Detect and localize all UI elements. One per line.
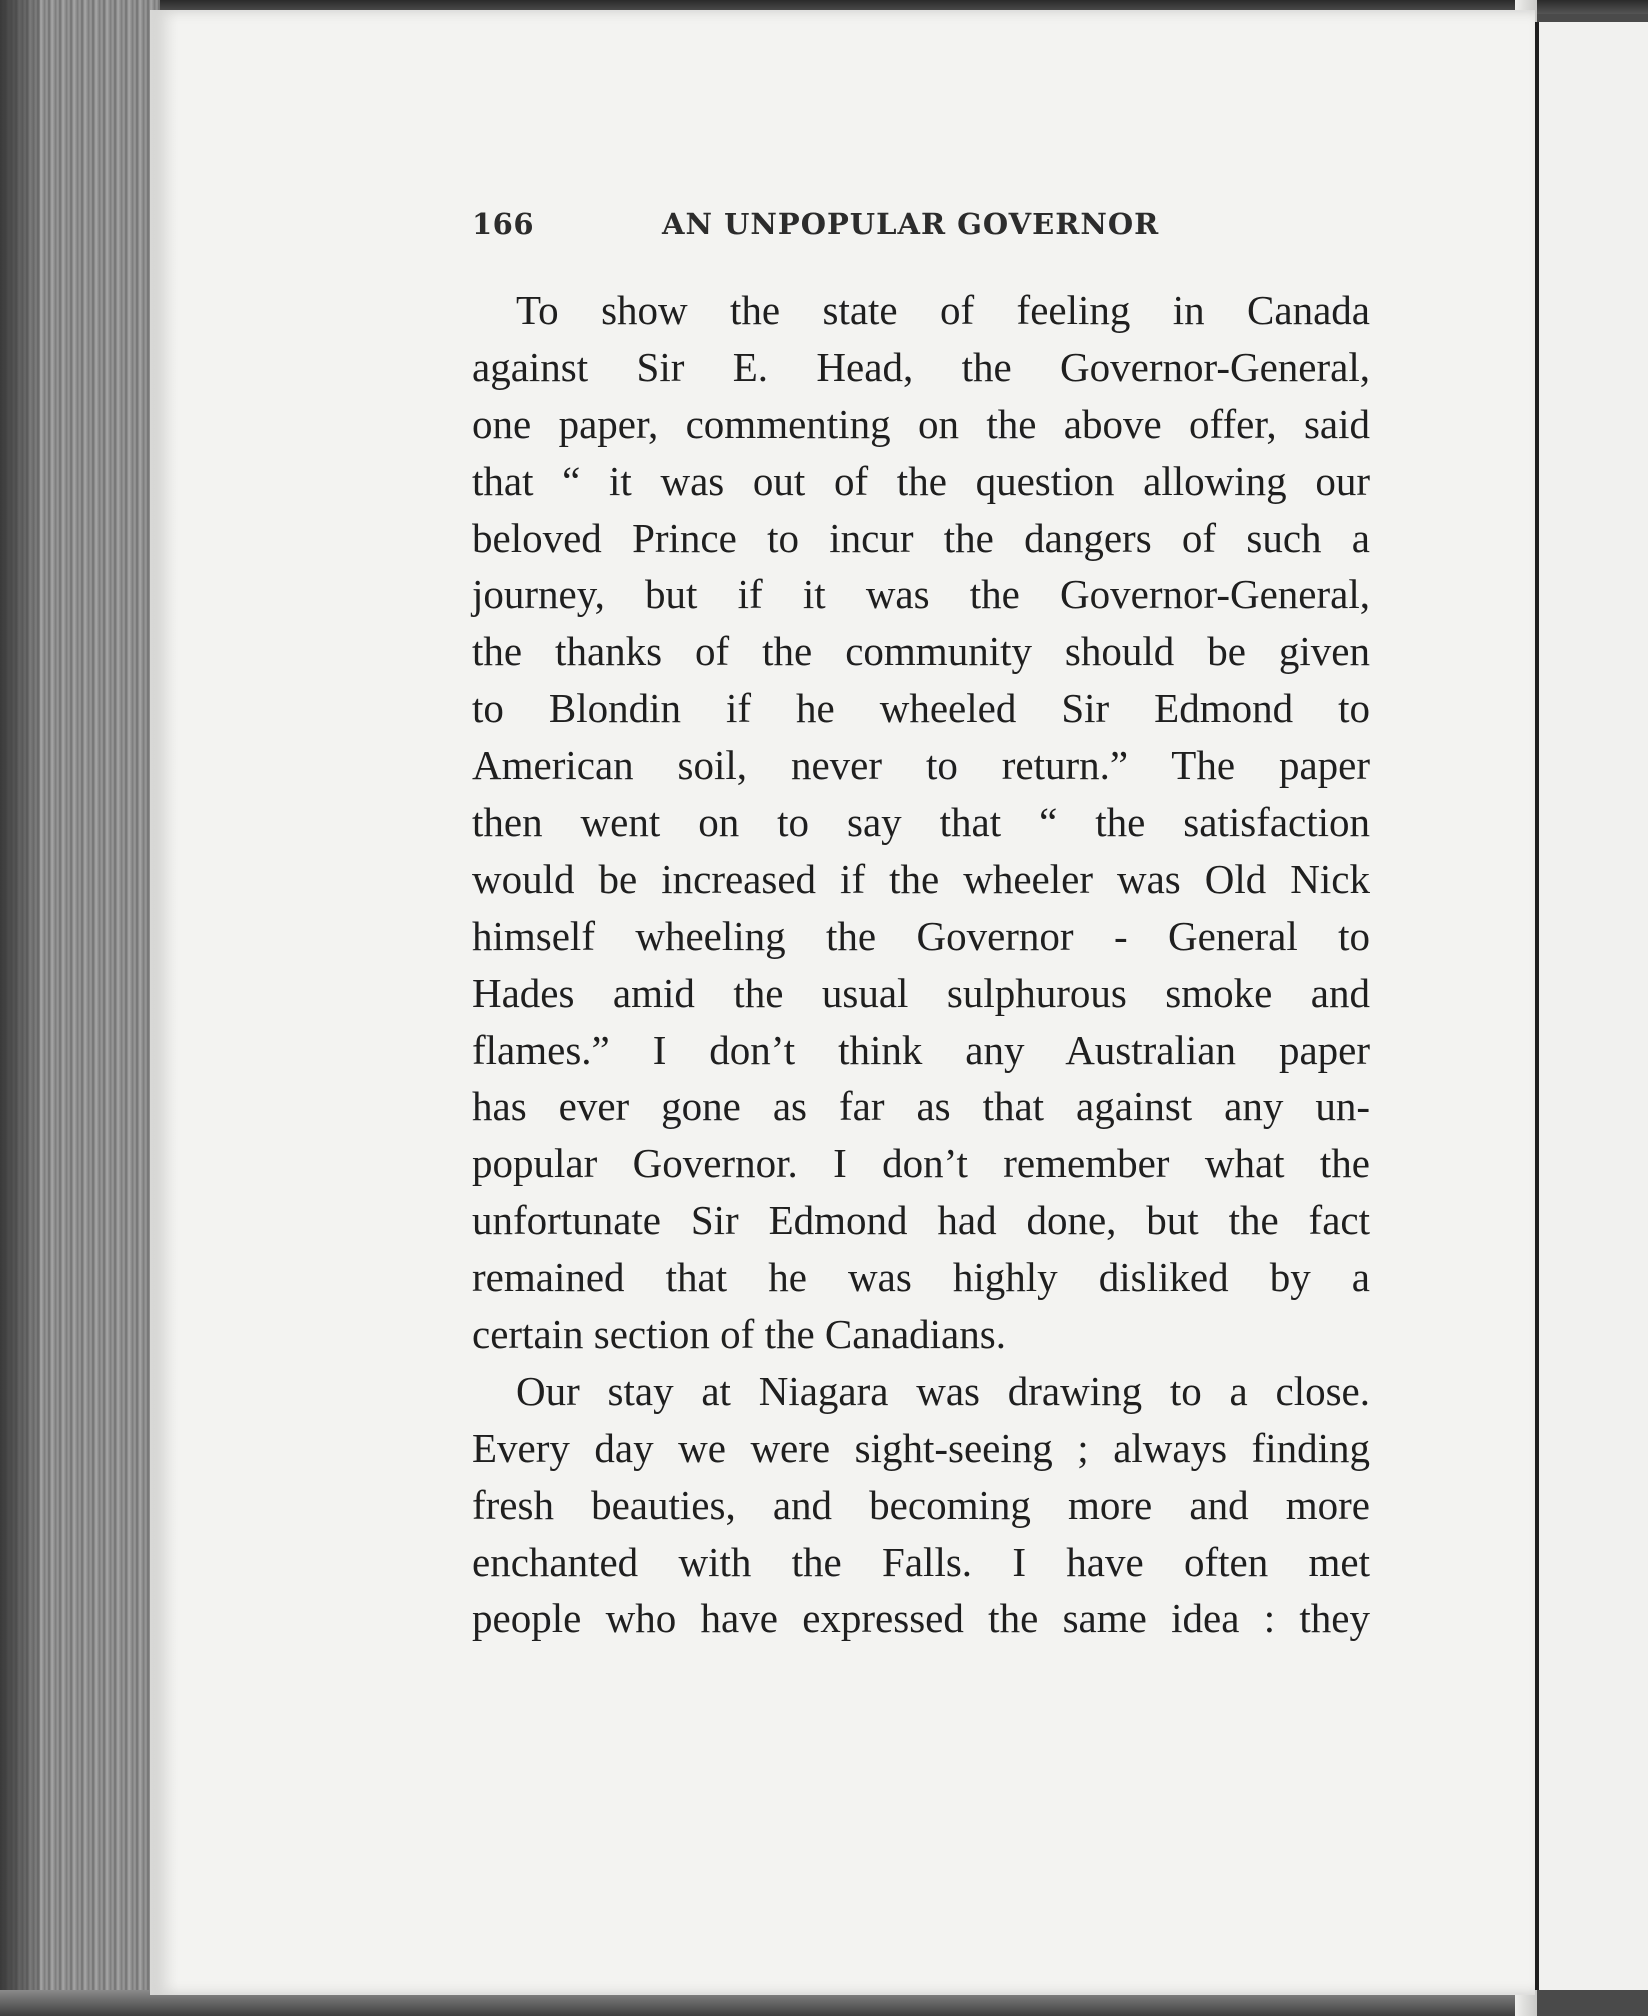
text-line: beloved Prince to incur the dangers of such a (472, 514, 1370, 561)
body-text (472, 282, 1370, 1647)
running-head-title: AN UNPOPULAR GOVERNOR (662, 207, 1160, 241)
text-line: would be increased if the wheeler was Old Nick (472, 855, 1370, 902)
text-line: To show the state of feeling in Canada (516, 287, 1370, 333)
text-line: American soil, never to return.” The paper (472, 742, 1370, 789)
page-gutter (150, 10, 178, 1995)
paragraph-1 (472, 282, 1370, 1363)
paragraph-2 (472, 1363, 1370, 1647)
text-line: Hades amid the usual sulphurous smoke and (472, 969, 1370, 1016)
text-line: Every day we were sight-seeing ; always finding (472, 1424, 1370, 1471)
text-line: one paper, commenting on the above offer, said (472, 400, 1370, 447)
page-stack-shadow (0, 0, 40, 2016)
text-line: fresh beauties, and becoming more and more (472, 1481, 1370, 1528)
text-line: people who have expressed the same idea : they (472, 1595, 1370, 1642)
text-line: then went on to say that “ the satisfaction (472, 799, 1370, 846)
text-line: against Sir E. Head, the Governor-General, (472, 343, 1370, 390)
running-head (472, 207, 1372, 247)
text-line: flames.” I don’t think any Australian paper (472, 1026, 1370, 1073)
page-number: 166 (472, 207, 535, 241)
text-line: has ever gone as far as that against any un- (472, 1083, 1370, 1130)
text-line: that “ it was out of the question allowing our (472, 457, 1370, 504)
facing-page (1535, 22, 1648, 1990)
text-line: himself wheeling the Governor - General to (472, 912, 1370, 959)
text-line: unfortunate Sir Edmond had done, but the fact (472, 1197, 1370, 1244)
text-line: popular Governor. I don’t remember what the (472, 1140, 1370, 1187)
text-line: certain section of the Canadians. (472, 1311, 1006, 1358)
text-line: journey, but if it was the Governor-General, (472, 571, 1370, 618)
text-line: enchanted with the Falls. I have often met (472, 1538, 1370, 1585)
text-line: the thanks of the community should be given (472, 628, 1370, 675)
text-line: Our stay at Niagara was drawing to a close. (516, 1367, 1370, 1414)
text-line: to Blondin if he wheeled Sir Edmond to (472, 685, 1370, 732)
text-line: remained that he was highly disliked by a (472, 1254, 1370, 1301)
